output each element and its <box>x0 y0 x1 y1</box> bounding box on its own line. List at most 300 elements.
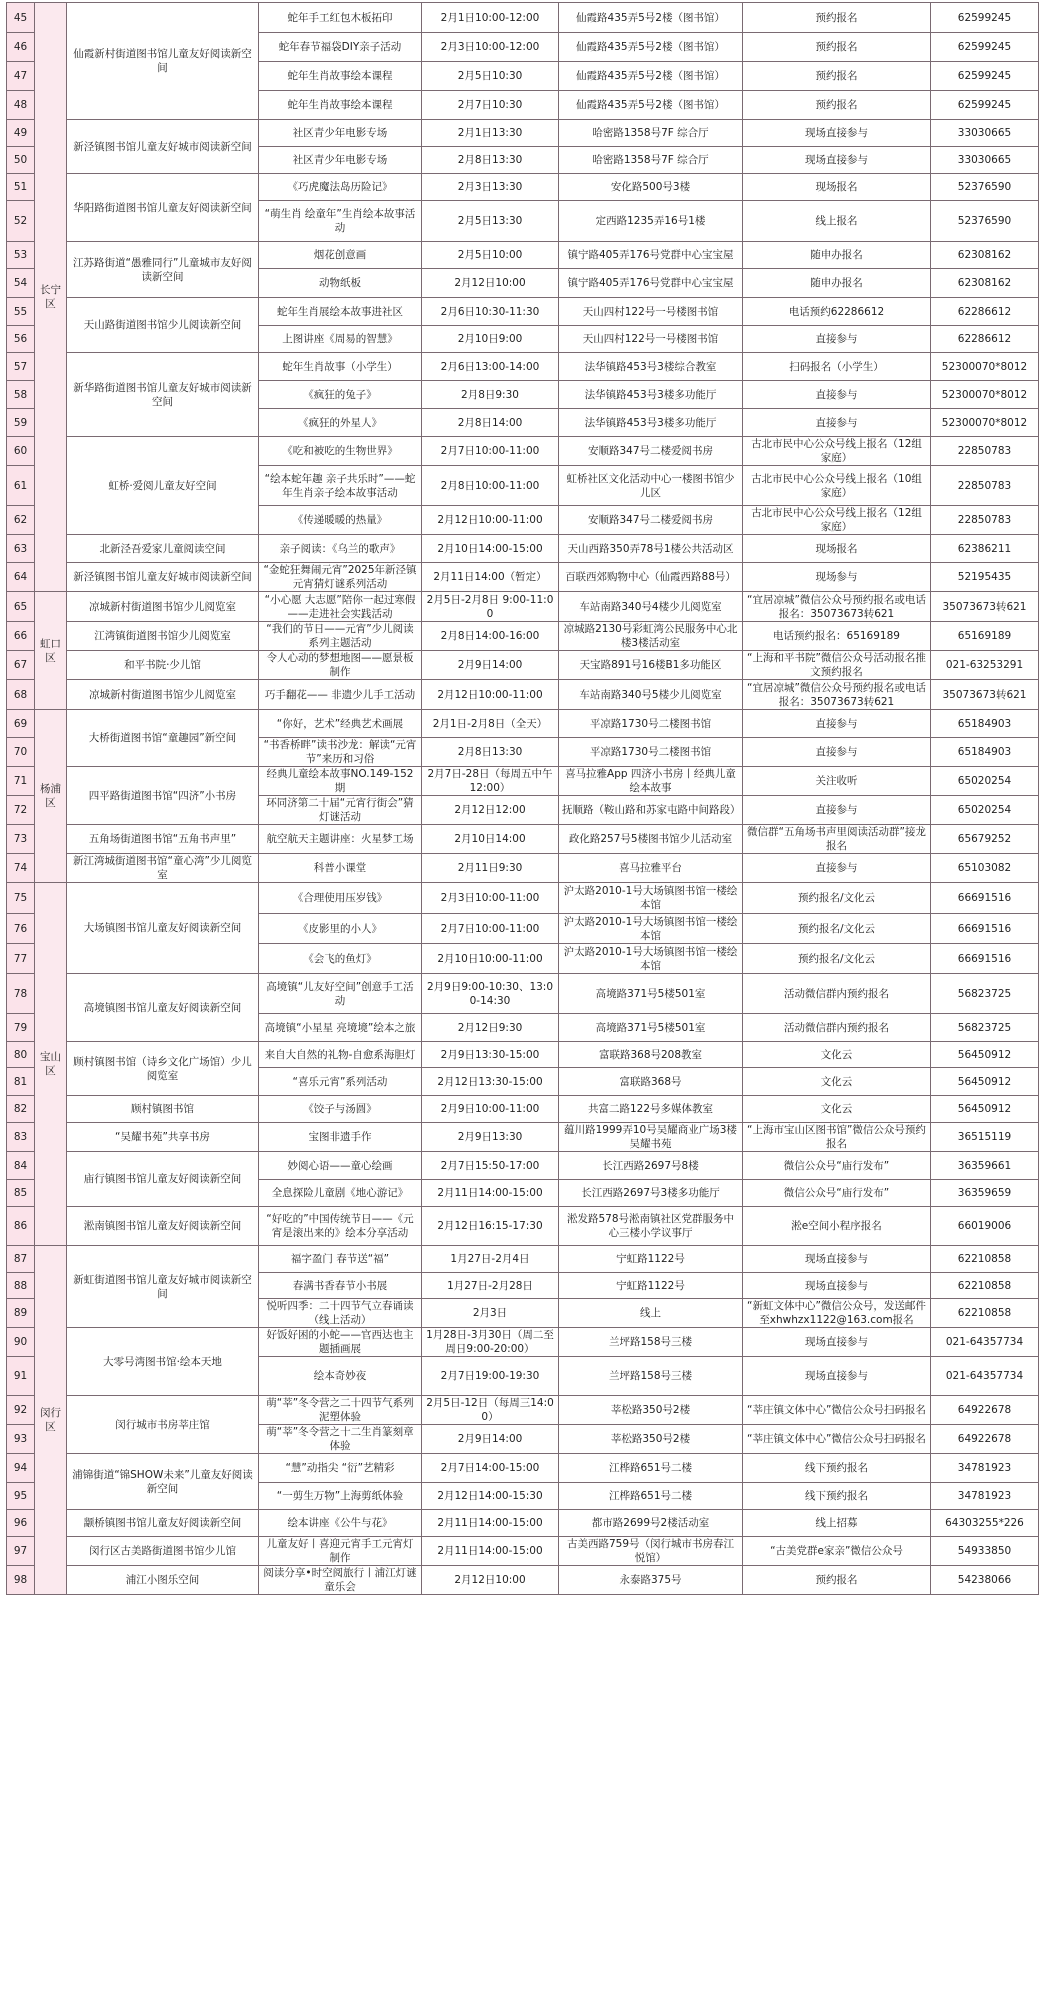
participation-method-cell: 电话预约62286612 <box>743 298 931 326</box>
activity-name-cell: 《传递暖暖的热量》 <box>259 506 422 535</box>
activity-time-cell: 1月27日-2月4日 <box>422 1246 559 1273</box>
activity-location-cell: 沪太路2010-1号大场镇图书馆一楼绘本馆 <box>559 883 743 914</box>
venue-cell: 江苏路街道“愚雅同行”儿童城市友好阅读新空间 <box>67 242 259 298</box>
contact-phone-cell: 62210858 <box>931 1273 1039 1299</box>
participation-method-cell: 线下预约报名 <box>743 1483 931 1510</box>
contact-phone-cell: 22850783 <box>931 506 1039 535</box>
participation-method-cell: 现场报名 <box>743 174 931 201</box>
contact-phone-cell: 62210858 <box>931 1299 1039 1328</box>
activity-location-cell: 蕴川路1999弄10号吴耀商业广场3楼吴耀书苑 <box>559 1123 743 1152</box>
participation-method-cell: “宜居凉城”微信公众号预约报名或电话报名：35073673转621 <box>743 592 931 622</box>
row-number-cell: 55 <box>7 298 35 326</box>
participation-method-cell: “新虹文体中心”微信公众号，发送邮件至xhwhzx1122@163.com报名 <box>743 1299 931 1328</box>
activity-location-cell: 虹桥社区文化活动中心一楼图书馆少儿区 <box>559 466 743 506</box>
contact-phone-cell: 52300070*8012 <box>931 381 1039 409</box>
activity-time-cell: 2月7日10:00-11:00 <box>422 437 559 466</box>
participation-method-cell: 微信公众号“庙行发布” <box>743 1152 931 1180</box>
row-number-cell: 83 <box>7 1123 35 1152</box>
row-number-cell: 63 <box>7 535 35 563</box>
contact-phone-cell: 021-64357734 <box>931 1328 1039 1357</box>
activity-time-cell: 2月3日10:00-12:00 <box>422 33 559 62</box>
activity-location-cell: 永泰路375号 <box>559 1566 743 1595</box>
activity-name-cell: 蛇年春节福袋DIY亲子活动 <box>259 33 422 62</box>
activity-name-cell: 全息探险儿童剧《地心游记》 <box>259 1180 422 1207</box>
row-number-cell: 81 <box>7 1068 35 1096</box>
activity-time-cell: 2月9日14:00 <box>422 651 559 680</box>
contact-phone-cell: 64922678 <box>931 1425 1039 1454</box>
participation-method-cell: 预约报名 <box>743 62 931 91</box>
table-row <box>7 592 1039 622</box>
activity-time-cell: 2月6日13:00-14:00 <box>422 353 559 381</box>
activity-name-cell: 高境镇“儿友好空间”创意手工活动 <box>259 974 422 1014</box>
row-number-cell: 91 <box>7 1357 35 1396</box>
activity-name-cell: 动物纸板 <box>259 269 422 298</box>
activity-name-cell: “小心愿 大志愿”陪你一起过寒假——走进社会实践活动 <box>259 592 422 622</box>
table-row <box>7 535 1039 563</box>
table-row <box>7 1246 1039 1273</box>
venue-cell: 华阳路街道图书馆儿童友好阅读新空间 <box>67 174 259 242</box>
participation-method-cell: 线下预约报名 <box>743 1454 931 1483</box>
participation-method-cell: 微信公众号“庙行发布” <box>743 1180 931 1207</box>
activity-name-cell: 《合理使用压岁钱》 <box>259 883 422 914</box>
activity-time-cell: 1月27日-2月28日 <box>422 1273 559 1299</box>
participation-method-cell: 文化云 <box>743 1042 931 1068</box>
activity-name-cell: 烟花创意画 <box>259 242 422 269</box>
row-number-cell: 52 <box>7 201 35 242</box>
activity-time-cell: 2月12日14:00-15:30 <box>422 1483 559 1510</box>
participation-method-cell: 随申办报名 <box>743 269 931 298</box>
activity-time-cell: 2月10日14:00 <box>422 825 559 854</box>
activity-time-cell: 2月8日13:30 <box>422 738 559 767</box>
table-row <box>7 120 1039 147</box>
table-row <box>7 1454 1039 1483</box>
contact-phone-cell: 56450912 <box>931 1042 1039 1068</box>
activity-time-cell: 2月12日10:00 <box>422 269 559 298</box>
activity-location-cell: 兰坪路158号三楼 <box>559 1328 743 1357</box>
activity-location-cell: 车站南路340号4楼少儿阅览室 <box>559 592 743 622</box>
participation-method-cell: 预约报名/文化云 <box>743 883 931 914</box>
participation-method-cell: 预约报名/文化云 <box>743 914 931 944</box>
contact-phone-cell: 66019006 <box>931 1207 1039 1246</box>
activity-location-cell: 共富二路122号多媒体教室 <box>559 1096 743 1123</box>
activity-time-cell: 2月12日10:00-11:00 <box>422 680 559 710</box>
row-number-cell: 98 <box>7 1566 35 1595</box>
activity-name-cell: “萌生肖 绘童年”生肖绘本故事活动 <box>259 201 422 242</box>
participation-method-cell: “宜居凉城”微信公众号预约报名或电话报名：35073673转621 <box>743 680 931 710</box>
row-number-cell: 79 <box>7 1014 35 1042</box>
activity-location-cell: 政化路257号5楼图书馆少儿活动室 <box>559 825 743 854</box>
participation-method-cell: 古北市民中心公众号线上报名（12组家庭） <box>743 506 931 535</box>
table-row <box>7 1537 1039 1566</box>
contact-phone-cell: 62308162 <box>931 269 1039 298</box>
contact-phone-cell: 65169189 <box>931 622 1039 651</box>
venue-cell: 顾村镇图书馆 <box>67 1096 259 1123</box>
table-row <box>7 680 1039 710</box>
venue-cell: 庙行镇图书馆儿童友好阅读新空间 <box>67 1152 259 1207</box>
activity-name-cell: 《会飞的鱼灯》 <box>259 944 422 974</box>
venue-cell: 淞南镇图书馆儿童友好阅读新空间 <box>67 1207 259 1246</box>
activity-location-cell: 安顺路347号二楼爱阅书房 <box>559 506 743 535</box>
venue-cell: 虹桥·爱阅儿童友好空间 <box>67 437 259 535</box>
activity-location-cell: 富联路368号208教室 <box>559 1042 743 1068</box>
venue-cell: 新泾镇图书馆儿童友好城市阅读新空间 <box>67 120 259 174</box>
participation-method-cell: 现场参与 <box>743 563 931 592</box>
participation-method-cell: 预约报名 <box>743 33 931 62</box>
activity-time-cell: 2月1日-2月8日（全天） <box>422 710 559 738</box>
contact-phone-cell: 62308162 <box>931 242 1039 269</box>
participation-method-cell: 现场直接参与 <box>743 147 931 174</box>
activity-location-cell: 天山西路350弄78号1楼公共活动区 <box>559 535 743 563</box>
activity-name-cell: “我们的节日——元宵”少儿阅读系列主题活动 <box>259 622 422 651</box>
activity-name-cell: 妙阅心语——童心绘画 <box>259 1152 422 1180</box>
venue-cell: 仙霞新村街道图书馆儿童友好阅读新空间 <box>67 3 259 120</box>
contact-phone-cell: 52195435 <box>931 563 1039 592</box>
row-number-cell: 70 <box>7 738 35 767</box>
activity-name-cell: “你好，艺术”经典艺术画展 <box>259 710 422 738</box>
activity-name-cell: 蛇年手工红包木板拓印 <box>259 3 422 33</box>
contact-phone-cell: 62386211 <box>931 535 1039 563</box>
contact-phone-cell: 62286612 <box>931 326 1039 353</box>
table-row <box>7 437 1039 466</box>
contact-phone-cell: 33030665 <box>931 147 1039 174</box>
venue-cell: 天山路街道图书馆少儿阅读新空间 <box>67 298 259 353</box>
participation-method-cell: 直接参与 <box>743 381 931 409</box>
contact-phone-cell: 62599245 <box>931 3 1039 33</box>
participation-method-cell: “古美党群e家亲”微信公众号 <box>743 1537 931 1566</box>
contact-phone-cell: 36359659 <box>931 1180 1039 1207</box>
activity-name-cell: 宝图非遗手作 <box>259 1123 422 1152</box>
table-row <box>7 825 1039 854</box>
activity-location-cell: 定西路1235弄16号1楼 <box>559 201 743 242</box>
table-row <box>7 1566 1039 1595</box>
activity-time-cell: 2月11日14:00-15:00 <box>422 1537 559 1566</box>
activity-time-cell: 2月12日10:00 <box>422 1566 559 1595</box>
contact-phone-cell: 56450912 <box>931 1068 1039 1096</box>
table-row <box>7 1123 1039 1152</box>
table-row <box>7 242 1039 269</box>
contact-phone-cell: 56823725 <box>931 1014 1039 1042</box>
activity-location-cell: 镇宁路405弄176号党群中心宝宝屋 <box>559 242 743 269</box>
row-number-cell: 59 <box>7 409 35 437</box>
activity-location-cell: 安化路500号3楼 <box>559 174 743 201</box>
activity-time-cell: 2月8日13:30 <box>422 147 559 174</box>
row-number-cell: 60 <box>7 437 35 466</box>
contact-phone-cell: 35073673转621 <box>931 680 1039 710</box>
row-number-cell: 87 <box>7 1246 35 1273</box>
table-row <box>7 298 1039 326</box>
participation-method-cell: 文化云 <box>743 1096 931 1123</box>
row-number-cell: 69 <box>7 710 35 738</box>
activity-name-cell: 《吃和被吃的生物世界》 <box>259 437 422 466</box>
activity-time-cell: 2月9日14:00 <box>422 1425 559 1454</box>
activity-location-cell: 兰坪路158号三楼 <box>559 1357 743 1396</box>
contact-phone-cell: 65020254 <box>931 796 1039 825</box>
contact-phone-cell: 52300070*8012 <box>931 409 1039 437</box>
row-number-cell: 45 <box>7 3 35 33</box>
activity-location-cell: 沪太路2010-1号大场镇图书馆一楼绘本馆 <box>559 944 743 974</box>
row-number-cell: 64 <box>7 563 35 592</box>
activity-time-cell: 2月10日10:00-11:00 <box>422 944 559 974</box>
activity-location-cell: 宁虹路1122号 <box>559 1273 743 1299</box>
venue-cell: 浦锦街道“锦SHOW未来”儿童友好阅读新空间 <box>67 1454 259 1510</box>
contact-phone-cell: 56823725 <box>931 974 1039 1014</box>
venue-cell: 江湾镇街道图书馆少儿阅览室 <box>67 622 259 651</box>
activity-name-cell: 蛇年生肖故事绘本课程 <box>259 62 422 91</box>
activity-location-cell: 长江西路2697号3楼多功能厅 <box>559 1180 743 1207</box>
table-row <box>7 1042 1039 1068</box>
row-number-cell: 67 <box>7 651 35 680</box>
activity-location-cell: 平凉路1730号二楼图书馆 <box>559 710 743 738</box>
activity-location-cell: 仙霞路435弄5号2楼（图书馆） <box>559 91 743 120</box>
activity-time-cell: 2月7日-28日（每周五中午12:00） <box>422 767 559 796</box>
contact-phone-cell: 65184903 <box>931 738 1039 767</box>
activity-location-cell: 莘松路350号2楼 <box>559 1425 743 1454</box>
participation-method-cell: 预约报名/文化云 <box>743 944 931 974</box>
activity-name-cell: 蛇年生肖展绘本故事进社区 <box>259 298 422 326</box>
activity-location-cell: 仙霞路435弄5号2楼（图书馆） <box>559 3 743 33</box>
activity-name-cell: 阅读分享•时空阅旅行丨浦江灯谜童乐会 <box>259 1566 422 1595</box>
contact-phone-cell: 65679252 <box>931 825 1039 854</box>
activity-location-cell: 天山四村122号一号楼图书馆 <box>559 298 743 326</box>
table-row <box>7 3 1039 33</box>
row-number-cell: 89 <box>7 1299 35 1328</box>
table-row <box>7 1096 1039 1123</box>
venue-cell: 颛桥镇图书馆儿童友好阅读新空间 <box>67 1510 259 1537</box>
row-number-cell: 49 <box>7 120 35 147</box>
activity-name-cell: 蛇年生肖故事（小学生） <box>259 353 422 381</box>
contact-phone-cell: 021-63253291 <box>931 651 1039 680</box>
activity-location-cell: 天宝路891号16楼B1多功能区 <box>559 651 743 680</box>
activity-name-cell: 航空航天主题讲座：火星梦工场 <box>259 825 422 854</box>
activity-time-cell: 2月7日19:00-19:30 <box>422 1357 559 1396</box>
row-number-cell: 54 <box>7 269 35 298</box>
venue-cell: “吴耀书苑”共享书房 <box>67 1123 259 1152</box>
participation-method-cell: 直接参与 <box>743 796 931 825</box>
contact-phone-cell: 54238066 <box>931 1566 1039 1595</box>
venue-cell: 和平书院·少儿馆 <box>67 651 259 680</box>
venue-cell: 新江湾城街道图书馆“童心湾”少儿阅览室 <box>67 854 259 883</box>
contact-phone-cell: 22850783 <box>931 466 1039 506</box>
row-number-cell: 57 <box>7 353 35 381</box>
participation-method-cell: 预约报名 <box>743 3 931 33</box>
activity-time-cell: 2月8日14:00-16:00 <box>422 622 559 651</box>
participation-method-cell: 现场报名 <box>743 535 931 563</box>
activity-name-cell: 萌“莘”冬令营之十二生肖篆刻章体验 <box>259 1425 422 1454</box>
activity-time-cell: 2月1日13:30 <box>422 120 559 147</box>
row-number-cell: 96 <box>7 1510 35 1537</box>
activity-location-cell: 哈密路1358号7F 综合厅 <box>559 120 743 147</box>
row-number-cell: 47 <box>7 62 35 91</box>
row-number-cell: 76 <box>7 914 35 944</box>
participation-method-cell: 微信群“五角场书声里阅读活动群”接龙报名 <box>743 825 931 854</box>
activity-location-cell: 仙霞路435弄5号2楼（图书馆） <box>559 33 743 62</box>
table-row <box>7 1207 1039 1246</box>
activity-name-cell: “慧”动指尖 “衍”艺精彩 <box>259 1454 422 1483</box>
table-row <box>7 1328 1039 1357</box>
venue-cell: 大零号湾图书馆·绘本天地 <box>67 1328 259 1396</box>
participation-method-cell: 现场直接参与 <box>743 1273 931 1299</box>
participation-method-cell: 直接参与 <box>743 854 931 883</box>
activity-time-cell: 2月3日 <box>422 1299 559 1328</box>
contact-phone-cell: 54933850 <box>931 1537 1039 1566</box>
activity-location-cell: 喜马拉雅App 四济小书房丨经典儿童绘本故事 <box>559 767 743 796</box>
activity-location-cell: 富联路368号 <box>559 1068 743 1096</box>
participation-method-cell: 关注收听 <box>743 767 931 796</box>
participation-method-cell: “上海和平书院”微信公众号活动报名推文预约报名 <box>743 651 931 680</box>
row-number-cell: 68 <box>7 680 35 710</box>
activity-time-cell: 2月12日12:00 <box>422 796 559 825</box>
activity-time-cell: 2月12日13:30-15:00 <box>422 1068 559 1096</box>
contact-phone-cell: 22850783 <box>931 437 1039 466</box>
activity-time-cell: 2月7日14:00-15:00 <box>422 1454 559 1483</box>
participation-method-cell: 古北市民中心公众号线上报名（12组家庭） <box>743 437 931 466</box>
row-number-cell: 84 <box>7 1152 35 1180</box>
venue-cell: 四平路街道图书馆“四济”小书房 <box>67 767 259 825</box>
participation-method-cell: “莘庄镇文体中心”微信公众号扫码报名 <box>743 1396 931 1425</box>
row-number-cell: 86 <box>7 1207 35 1246</box>
participation-method-cell: 预约报名 <box>743 91 931 120</box>
activity-name-cell: 社区青少年电影专场 <box>259 120 422 147</box>
table-row <box>7 710 1039 738</box>
activity-time-cell: 2月11日14:00-15:00 <box>422 1510 559 1537</box>
contact-phone-cell: 62286612 <box>931 298 1039 326</box>
activity-name-cell: 儿童友好丨喜迎元宵手工元宵灯制作 <box>259 1537 422 1566</box>
activity-name-cell: 环同济第二十届“元宵行街会”猜灯谜活动 <box>259 796 422 825</box>
row-number-cell: 93 <box>7 1425 35 1454</box>
contact-phone-cell: 65020254 <box>931 767 1039 796</box>
venue-cell: 新泾镇图书馆儿童友好城市阅读新空间 <box>67 563 259 592</box>
contact-phone-cell: 62599245 <box>931 91 1039 120</box>
participation-method-cell: 电话预约报名：65169189 <box>743 622 931 651</box>
contact-phone-cell: 36359661 <box>931 1152 1039 1180</box>
activity-time-cell: 2月5日10:00 <box>422 242 559 269</box>
district-cell: 杨浦区 <box>35 710 67 883</box>
contact-phone-cell: 65103082 <box>931 854 1039 883</box>
contact-phone-cell: 66691516 <box>931 914 1039 944</box>
activity-time-cell: 2月5日-12日（每周三14:00） <box>422 1396 559 1425</box>
activity-time-cell: 2月12日16:15-17:30 <box>422 1207 559 1246</box>
activity-location-cell: 长江西路2697号8楼 <box>559 1152 743 1180</box>
activity-name-cell: 《饺子与汤圆》 <box>259 1096 422 1123</box>
activity-location-cell: 淞发路578号淞南镇社区党群服务中心三楼小学议事厅 <box>559 1207 743 1246</box>
activity-name-cell: 社区青少年电影专场 <box>259 147 422 174</box>
activity-name-cell: 巧手翻花—— 非遗少儿手工活动 <box>259 680 422 710</box>
table-row <box>7 174 1039 201</box>
venue-cell: 高境镇图书馆儿童友好阅读新空间 <box>67 974 259 1042</box>
venue-cell: 大场镇图书馆儿童友好阅读新空间 <box>67 883 259 974</box>
contact-phone-cell: 66691516 <box>931 944 1039 974</box>
contact-phone-cell: 33030665 <box>931 120 1039 147</box>
participation-method-cell: 直接参与 <box>743 738 931 767</box>
activity-time-cell: 2月5日10:30 <box>422 62 559 91</box>
activity-location-cell: 百联西郊购物中心（仙霞西路88号） <box>559 563 743 592</box>
row-number-cell: 78 <box>7 974 35 1014</box>
activity-time-cell: 2月11日9:30 <box>422 854 559 883</box>
table-row <box>7 767 1039 796</box>
activity-location-cell: 法华镇路453号3楼多功能厅 <box>559 409 743 437</box>
contact-phone-cell: 36515119 <box>931 1123 1039 1152</box>
contact-phone-cell: 62210858 <box>931 1246 1039 1273</box>
activity-time-cell: 2月10日14:00-15:00 <box>422 535 559 563</box>
contact-phone-cell: 66691516 <box>931 883 1039 914</box>
activity-time-cell: 2月12日9:30 <box>422 1014 559 1042</box>
district-cell: 闵行区 <box>35 1246 67 1595</box>
venue-cell: 闵行区古美路街道图书馆少儿馆 <box>67 1537 259 1566</box>
activity-location-cell: 江桦路651号二楼 <box>559 1483 743 1510</box>
table-row <box>7 854 1039 883</box>
activity-time-cell: 2月6日10:30-11:30 <box>422 298 559 326</box>
activity-time-cell: 2月9日13:30 <box>422 1123 559 1152</box>
activity-name-cell: “书香桥畔”读书沙龙：解读“元宵节”来历和习俗 <box>259 738 422 767</box>
activity-location-cell: 仙霞路435弄5号2楼（图书馆） <box>559 62 743 91</box>
contact-phone-cell: 62599245 <box>931 62 1039 91</box>
activity-time-cell: 2月1日10:00-12:00 <box>422 3 559 33</box>
venue-cell: 顾村镇图书馆（诗乡文化广场馆）少儿阅览室 <box>67 1042 259 1096</box>
table-row <box>7 353 1039 381</box>
participation-method-cell: 活动微信群内预约报名 <box>743 1014 931 1042</box>
activity-name-cell: 来自大自然的礼物-自愈系海胆灯 <box>259 1042 422 1068</box>
row-number-cell: 56 <box>7 326 35 353</box>
activity-location-cell: 高境路371号5楼501室 <box>559 1014 743 1042</box>
activity-location-cell: 宁虹路1122号 <box>559 1246 743 1273</box>
row-number-cell: 71 <box>7 767 35 796</box>
venue-cell: 北新泾吾爱家儿童阅读空间 <box>67 535 259 563</box>
table-row <box>7 1510 1039 1537</box>
activity-time-cell: 2月9日13:30-15:00 <box>422 1042 559 1068</box>
activity-name-cell: 萌“莘”冬令营之二十四节气系列泥塑体验 <box>259 1396 422 1425</box>
row-number-cell: 62 <box>7 506 35 535</box>
activity-location-cell: 莘松路350号2楼 <box>559 1396 743 1425</box>
activity-name-cell: 绘本讲座《公牛与花》 <box>259 1510 422 1537</box>
activity-name-cell: 亲子阅读：《乌兰的歌声》 <box>259 535 422 563</box>
activity-name-cell: 令人心动的梦想地图——愿景板制作 <box>259 651 422 680</box>
activity-location-cell: 天山四村122号一号楼图书馆 <box>559 326 743 353</box>
table-row <box>7 651 1039 680</box>
activity-time-cell: 2月5日-2月8日 9:00-11:00 <box>422 592 559 622</box>
activity-location-cell: 凉城路2130号彩虹湾公民服务中心北楼3楼活动室 <box>559 622 743 651</box>
participation-method-cell: 活动微信群内预约报名 <box>743 974 931 1014</box>
activity-time-cell: 2月9日10:00-11:00 <box>422 1096 559 1123</box>
row-number-cell: 65 <box>7 592 35 622</box>
activity-name-cell: 好饭好困的小蛇——官西达也主题插画展 <box>259 1328 422 1357</box>
activity-location-cell: 线上 <box>559 1299 743 1328</box>
activity-name-cell: 悦听四季：二十四节气立春诵读（线上活动） <box>259 1299 422 1328</box>
activity-time-cell: 2月8日10:00-11:00 <box>422 466 559 506</box>
activity-location-cell: 高境路371号5楼501室 <box>559 974 743 1014</box>
venue-cell: 凉城新村街道图书馆少儿阅览室 <box>67 592 259 622</box>
activity-location-cell: 镇宁路405弄176号党群中心宝宝屋 <box>559 269 743 298</box>
participation-method-cell: 现场直接参与 <box>743 1328 931 1357</box>
activity-name-cell: 《皮影里的小人》 <box>259 914 422 944</box>
row-number-cell: 73 <box>7 825 35 854</box>
activity-name-cell: 科普小课堂 <box>259 854 422 883</box>
contact-phone-cell: 52300070*8012 <box>931 353 1039 381</box>
activity-time-cell: 1月28日-3月30日（周二至周日9:00-20:00） <box>422 1328 559 1357</box>
activity-name-cell: “金蛇狂舞闹元宵”2025年新泾镇元宵猜灯谜系列活动 <box>259 563 422 592</box>
participation-method-cell: 扫码报名（小学生） <box>743 353 931 381</box>
table-row <box>7 1396 1039 1425</box>
row-number-cell: 58 <box>7 381 35 409</box>
activity-time-cell: 2月8日14:00 <box>422 409 559 437</box>
row-number-cell: 75 <box>7 883 35 914</box>
participation-method-cell: 直接参与 <box>743 710 931 738</box>
contact-phone-cell: 34781923 <box>931 1454 1039 1483</box>
activity-name-cell: 《疯狂的外星人》 <box>259 409 422 437</box>
activity-name-cell: “一剪生万物”上海剪纸体验 <box>259 1483 422 1510</box>
activity-location-cell: 沪太路2010-1号大场镇图书馆一楼绘本馆 <box>559 914 743 944</box>
row-number-cell: 53 <box>7 242 35 269</box>
activity-time-cell: 2月8日9:30 <box>422 381 559 409</box>
